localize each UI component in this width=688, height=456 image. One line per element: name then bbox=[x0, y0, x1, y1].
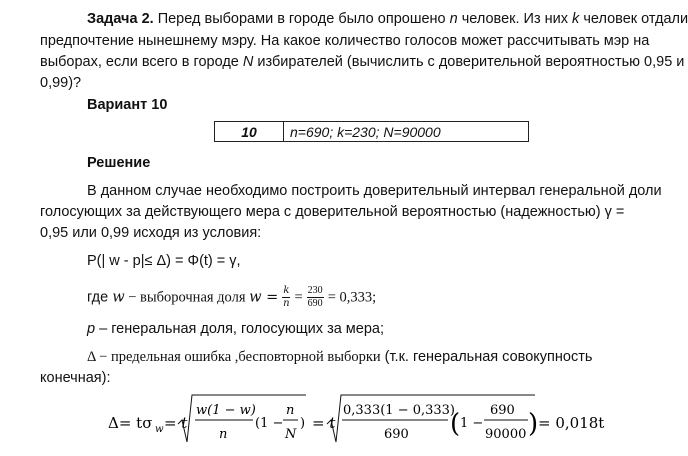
sample-fraction-definition: где w − выборочная доля w = $\frac{k}{n}$ = $\frac{230}{690}$ = 0,333; bbox=[87, 285, 377, 309]
svg-text:= t: = t bbox=[164, 414, 188, 432]
svg-text:90000: 90000 bbox=[485, 427, 527, 442]
task-line-3: выборах, если всего в городе N избирателей (вычислить с доверительной вероятностью 0,95 и bbox=[40, 54, 685, 70]
task-label: Задача 2. bbox=[87, 11, 154, 27]
svg-text:n: n bbox=[286, 403, 295, 418]
solution-p1-line-2: голосующих за действующего мера с доверительной вероятностью (надежностью) γ = bbox=[40, 204, 625, 220]
solution-p1-line-3: 0,95 или 0,99 исходя из условия: bbox=[40, 225, 262, 241]
fraction-230-over-690: $\frac{230}{690}$ bbox=[307, 285, 323, 309]
formula-lhs: Δ= tσ bbox=[108, 414, 153, 432]
svg-text:N: N bbox=[285, 427, 297, 442]
variant-table bbox=[214, 121, 529, 142]
formula-result: = 0,018t bbox=[538, 414, 605, 432]
variant-values-cell: n=690; k=230; N=90000 bbox=[284, 122, 529, 142]
task-line-2: предпочтение нынешнему мэру. На какое количество голосов может рассчитывать мэр на bbox=[40, 33, 650, 49]
fraction-k-over-n: $\frac{k}{n}$ bbox=[283, 285, 290, 309]
general-fraction-definition: p – генеральная доля, голосующих за мера; bbox=[87, 321, 384, 337]
probability-condition: P(| w - p|≤ Δ) = Φ(t) = γ, bbox=[87, 253, 241, 269]
open-paren: ( bbox=[450, 409, 461, 439]
variant-heading: Вариант 10 bbox=[87, 97, 168, 113]
svg-text:1 −: 1 − bbox=[460, 416, 484, 431]
variant-number-cell: 10 bbox=[215, 122, 284, 142]
svg-text:n: n bbox=[219, 427, 228, 442]
marginal-error-definition-cont: конечная): bbox=[40, 370, 111, 386]
svg-text:690: 690 bbox=[384, 427, 409, 442]
svg-text:w(1 − w): w(1 − w) bbox=[196, 403, 256, 418]
svg-text:= t: = t bbox=[312, 414, 336, 432]
close-paren: ) bbox=[528, 409, 539, 439]
svg-text:(1 −: (1 − bbox=[255, 416, 284, 431]
svg-text:w: w bbox=[155, 424, 164, 435]
solution-heading: Решение bbox=[87, 155, 151, 171]
svg-text:690: 690 bbox=[490, 403, 515, 418]
svg-text:): ) bbox=[300, 416, 306, 431]
task-line-4: 0,99)? bbox=[40, 75, 82, 91]
svg-text:0,333(1 − 0,333): 0,333(1 − 0,333) bbox=[343, 403, 456, 418]
marginal-error-definition: Δ − предельная ошибка ,бесповторной выборки (т.к. генеральная совокупность bbox=[87, 349, 593, 365]
marginal-error-formula bbox=[0, 390, 673, 456]
task-line-1: Задача 2. Перед выборами в городе было опрошено n человек. Из них k человек отдали bbox=[87, 11, 688, 27]
solution-p1-line-1: В данном случае необходимо построить доверительный интервал генеральной доли bbox=[87, 183, 662, 199]
